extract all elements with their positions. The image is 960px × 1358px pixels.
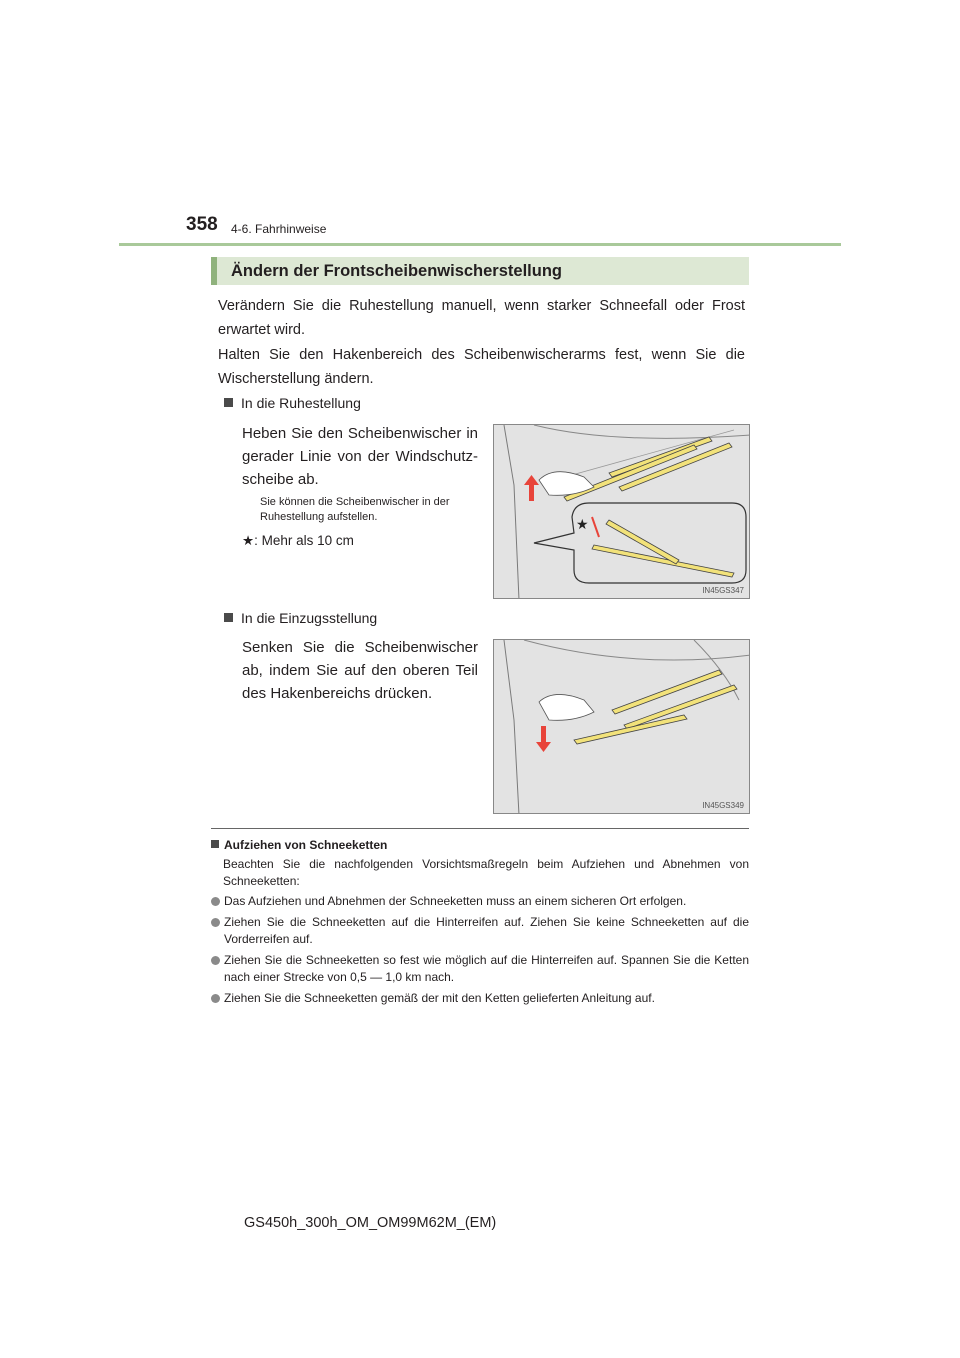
wiper-raise-illustration bbox=[494, 425, 750, 599]
notes-heading-text: Aufziehen von Schneeketten bbox=[224, 838, 388, 852]
header-rule bbox=[119, 243, 841, 246]
square-bullet-icon bbox=[224, 398, 233, 407]
list-item bbox=[211, 952, 749, 986]
notes-heading bbox=[211, 838, 387, 852]
rest-position-heading-text: In die Ruhestellung bbox=[241, 395, 361, 411]
square-bullet-icon bbox=[211, 840, 219, 848]
figure-rest-position bbox=[493, 424, 750, 599]
list-item bbox=[211, 914, 749, 948]
rest-position-note: Sie können die Scheibenwischer in der Ruhestellung aufstellen. bbox=[260, 496, 450, 523]
page-number: 358 bbox=[186, 214, 218, 235]
section-reference: 4-6. Fahrhinweise bbox=[231, 222, 327, 236]
rest-position-instruction: Heben Sie den Scheibenwischer in gerader Linie von der Windschutz-scheibe ab. bbox=[242, 425, 478, 488]
intro-paragraph-2: Halten Sie den Hakenbereich des Scheibenwischerarms fest, wenn Sie die Wischerstellung ändern. bbox=[218, 347, 745, 387]
retract-position-heading-text: In die Einzugsstellung bbox=[241, 610, 378, 626]
list-item-text: Ziehen Sie die Schneeketten so fest wie möglich auf die Hinterreifen auf. Spannen Sie die Ketten nach einer Strecke von 0,5 — 1,0 km nach. bbox=[224, 953, 749, 984]
star-icon: ★ bbox=[242, 533, 255, 548]
section-title: Ändern der Frontscheibenwischerstellung bbox=[231, 262, 562, 280]
retract-position-heading bbox=[224, 610, 377, 626]
svg-text:★: ★ bbox=[576, 516, 589, 532]
notes-intro: Beachten Sie die nachfolgenden Vorsichtsmaßregeln beim Aufziehen und Abnehmen von Schneeketten: bbox=[223, 857, 749, 888]
bullet-dot-icon bbox=[211, 956, 220, 965]
divider bbox=[211, 828, 749, 829]
list-item-text: Das Aufziehen und Abnehmen der Schneeketten muss an einem sicheren Ort erfolgen. bbox=[224, 894, 687, 908]
figure-code: IN45GS349 bbox=[702, 801, 744, 810]
star-note bbox=[242, 533, 354, 549]
footer-code: GS450h_300h_OM_OM99M62M_(EM) bbox=[244, 1215, 497, 1231]
figure-code: IN45GS347 bbox=[702, 586, 744, 595]
list-item-text: Ziehen Sie die Schneeketten gemäß der mit den Ketten gelieferten Anleitung auf. bbox=[224, 991, 655, 1005]
star-note-text: : Mehr als 10 cm bbox=[254, 533, 354, 548]
section-title-bar bbox=[211, 257, 749, 285]
intro-paragraph-1: Verändern Sie die Ruhestellung manuell, wenn starker Schneefall oder Frost erwartet wird. bbox=[218, 298, 745, 338]
figure-retract-position bbox=[493, 639, 750, 814]
bullet-dot-icon bbox=[211, 994, 220, 1003]
list-item-text: Ziehen Sie die Schneeketten auf die Hinterreifen auf. Ziehen Sie keine Schneeketten auf die Vorderreifen auf. bbox=[224, 915, 749, 946]
list-item bbox=[211, 990, 749, 1007]
list-item bbox=[211, 893, 749, 910]
bullet-dot-icon bbox=[211, 897, 220, 906]
bullet-dot-icon bbox=[211, 918, 220, 927]
retract-position-instruction: Senken Sie die Scheibenwischer ab, indem Sie auf den oberen Teil des Hakenbereichs drücken. bbox=[242, 639, 478, 702]
rest-position-heading bbox=[224, 395, 361, 411]
wiper-lower-illustration bbox=[494, 640, 750, 814]
square-bullet-icon bbox=[224, 613, 233, 622]
